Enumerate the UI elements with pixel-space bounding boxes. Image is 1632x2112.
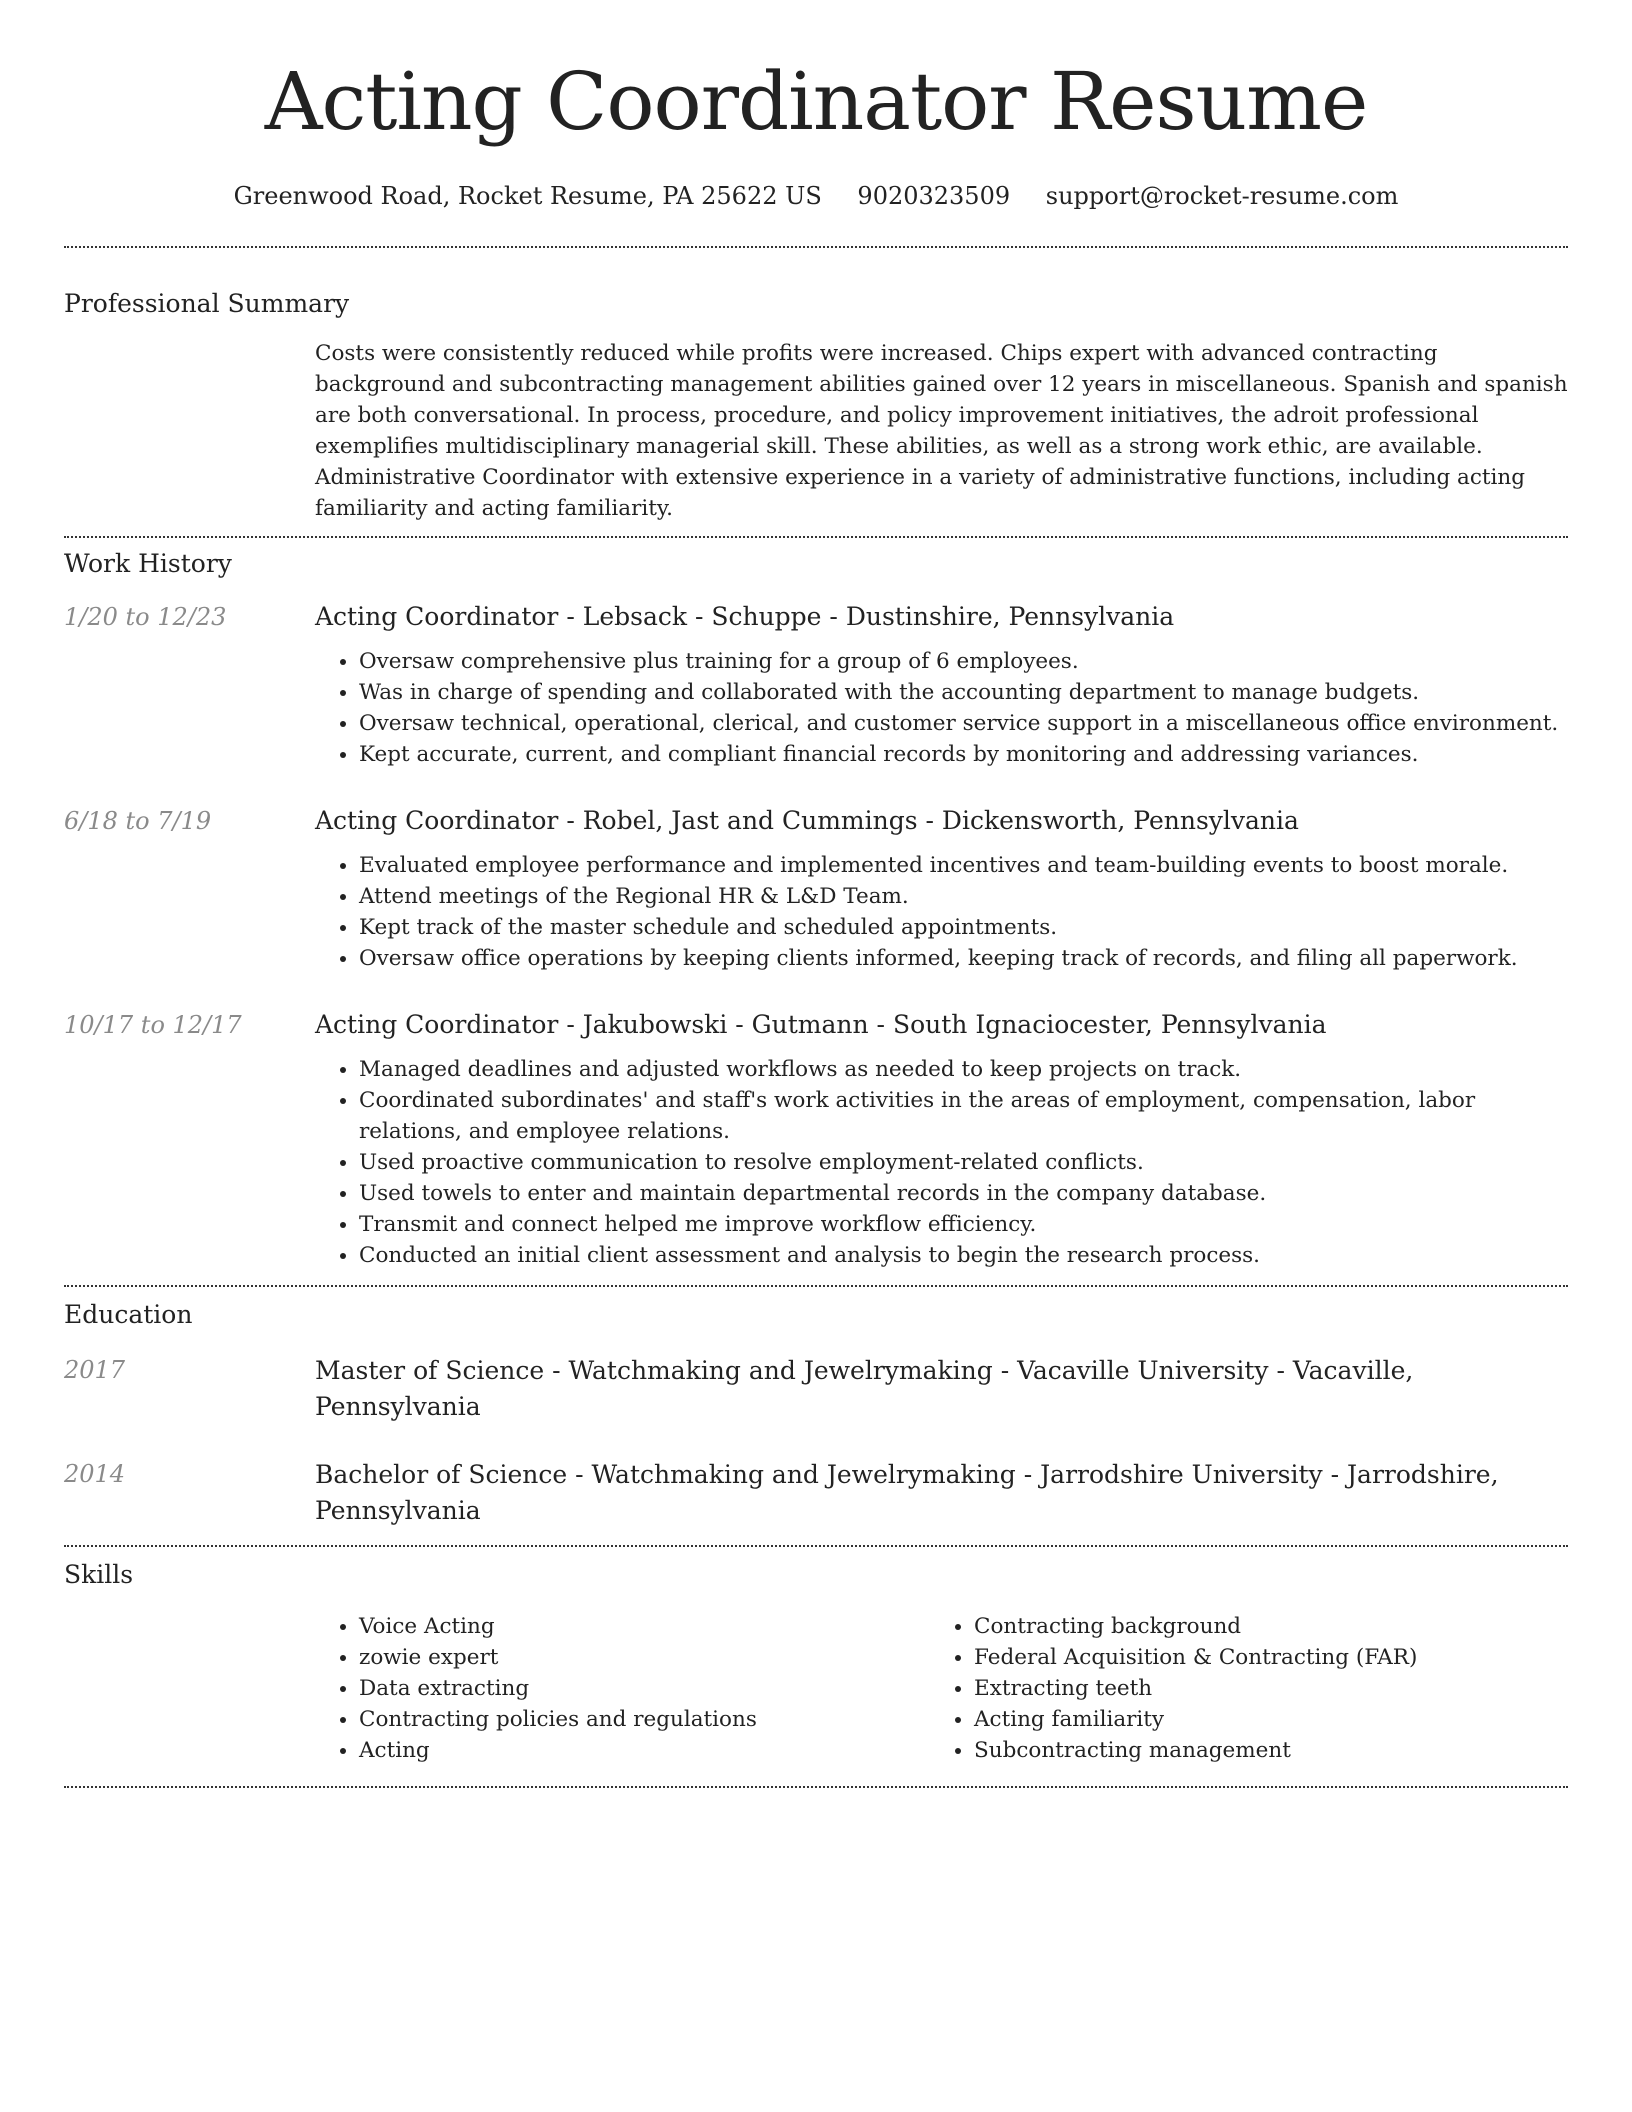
job-dates: 1/20 to 12/23	[64, 603, 227, 631]
section-heading-work: Work History	[64, 549, 232, 578]
job-title: Acting Coordinator - Robel, Jast and Cummings - Dickensworth, Pennsylvania	[315, 806, 1299, 835]
skills-column-right	[930, 1611, 1545, 1766]
job-dates: 10/17 to 12/17	[64, 1011, 242, 1039]
skill-item: • Acting familiarity	[974, 1704, 1545, 1735]
list-item: • Conducted an initial client assessment and analysis to begin the research process.	[359, 1240, 1568, 1271]
job-title: Acting Coordinator - Jakubowski - Gutmann - South Ignaciocester, Pennsylvania	[315, 1010, 1327, 1039]
contact-email: support@rocket-resume.com	[1045, 182, 1399, 210]
job-bullets	[315, 1054, 1568, 1271]
skills-column-left	[315, 1611, 930, 1766]
summary-text: Costs were consistently reduced while profits were increased. Chips expert with advanced contracting background and subcontracting management abilities gained over 12 years in miscellaneous. Spanish and spanish are both conversational. In process, procedure, and policy improvement initiatives, the adroit professional exemplifies multidisciplinary managerial skill. These abilities, as well as a strong work ethic, are available. Administrative Coordinator with extensive experience in a variety of administrative functions, including acting familiarity and acting familiarity.	[315, 341, 1568, 521]
job-bullets	[315, 646, 1568, 770]
list-item: • Was in charge of spending and collaborated with the accounting department to manage budgets.	[359, 677, 1568, 708]
list-item: • Used proactive communication to resolve employment-related conflicts.	[359, 1147, 1568, 1178]
skill-item: • Extracting teeth	[974, 1673, 1545, 1704]
list-item: • Oversaw comprehensive plus training for a group of 6 employees.	[359, 646, 1568, 677]
list-item: • Oversaw office operations by keeping clients informed, keeping track of records, and filing all paperwork.	[359, 943, 1568, 974]
work-history-section	[64, 538, 1568, 1271]
education-text: Bachelor of Science - Watchmaking and Jewelrymaking - Jarrodshire University - Jarrodshire, Pennsylvania	[315, 1460, 1499, 1525]
education-year: 2014	[64, 1460, 126, 1488]
summary-section	[64, 248, 1568, 524]
skill-item: • Data extracting	[359, 1673, 930, 1704]
contact-phone: 9020323509	[857, 182, 1011, 210]
page-title: Acting Coordinator Resume	[264, 55, 1368, 148]
list-item: • Coordinated subordinates' and staff's work activities in the areas of employment, compensation, labor relations, and employee relations.	[359, 1085, 1568, 1147]
skill-item: • Voice Acting	[359, 1611, 930, 1642]
list-item: • Oversaw technical, operational, clerical, and customer service support in a miscellaneous office environment.	[359, 708, 1568, 739]
section-heading-education: Education	[64, 1300, 193, 1329]
section-heading-skills: Skills	[64, 1560, 134, 1589]
job-title: Acting Coordinator - Lebsack - Schuppe - Dustinshire, Pennsylvania	[315, 602, 1175, 631]
education-entry	[64, 1353, 1568, 1425]
list-item: • Transmit and connect helped me improve workflow efficiency.	[359, 1209, 1568, 1240]
skill-item: • Contracting background	[974, 1611, 1545, 1642]
job-entry	[64, 804, 1568, 974]
job-entry	[64, 600, 1568, 770]
job-dates: 6/18 to 7/19	[64, 807, 212, 835]
skills-section	[64, 1547, 1568, 1766]
skill-item: • Subcontracting management	[974, 1735, 1545, 1766]
education-text: Master of Science - Watchmaking and Jewelrymaking - Vacaville University - Vacaville, Pennsylvania	[315, 1356, 1414, 1421]
divider	[64, 1786, 1568, 1788]
list-item: • Kept accurate, current, and compliant financial records by monitoring and addressing variances.	[359, 739, 1568, 770]
skill-item: • Contracting policies and regulations	[359, 1704, 930, 1735]
contact-line	[64, 180, 1568, 212]
list-item: • Managed deadlines and adjusted workflows as needed to keep projects on track.	[359, 1054, 1568, 1085]
contact-address: Greenwood Road, Rocket Resume, PA 25622 US	[233, 182, 822, 210]
list-item: • Kept track of the master schedule and scheduled appointments.	[359, 912, 1568, 943]
list-item: • Used towels to enter and maintain departmental records in the company database.	[359, 1178, 1568, 1209]
skill-item: • Federal Acquisition & Contracting (FAR)	[974, 1642, 1545, 1673]
education-section	[64, 1287, 1568, 1529]
job-entry	[64, 1008, 1568, 1271]
list-item: • Evaluated employee performance and implemented incentives and team-building events to boost morale.	[359, 850, 1568, 881]
education-entry	[64, 1457, 1568, 1529]
list-item: • Attend meetings of the Regional HR & L&D Team.	[359, 881, 1568, 912]
education-year: 2017	[64, 1356, 126, 1384]
job-bullets	[315, 850, 1568, 974]
skill-item: • Acting	[359, 1735, 930, 1766]
section-heading-summary: Professional Summary	[64, 289, 350, 318]
skill-item: • zowie expert	[359, 1642, 930, 1673]
